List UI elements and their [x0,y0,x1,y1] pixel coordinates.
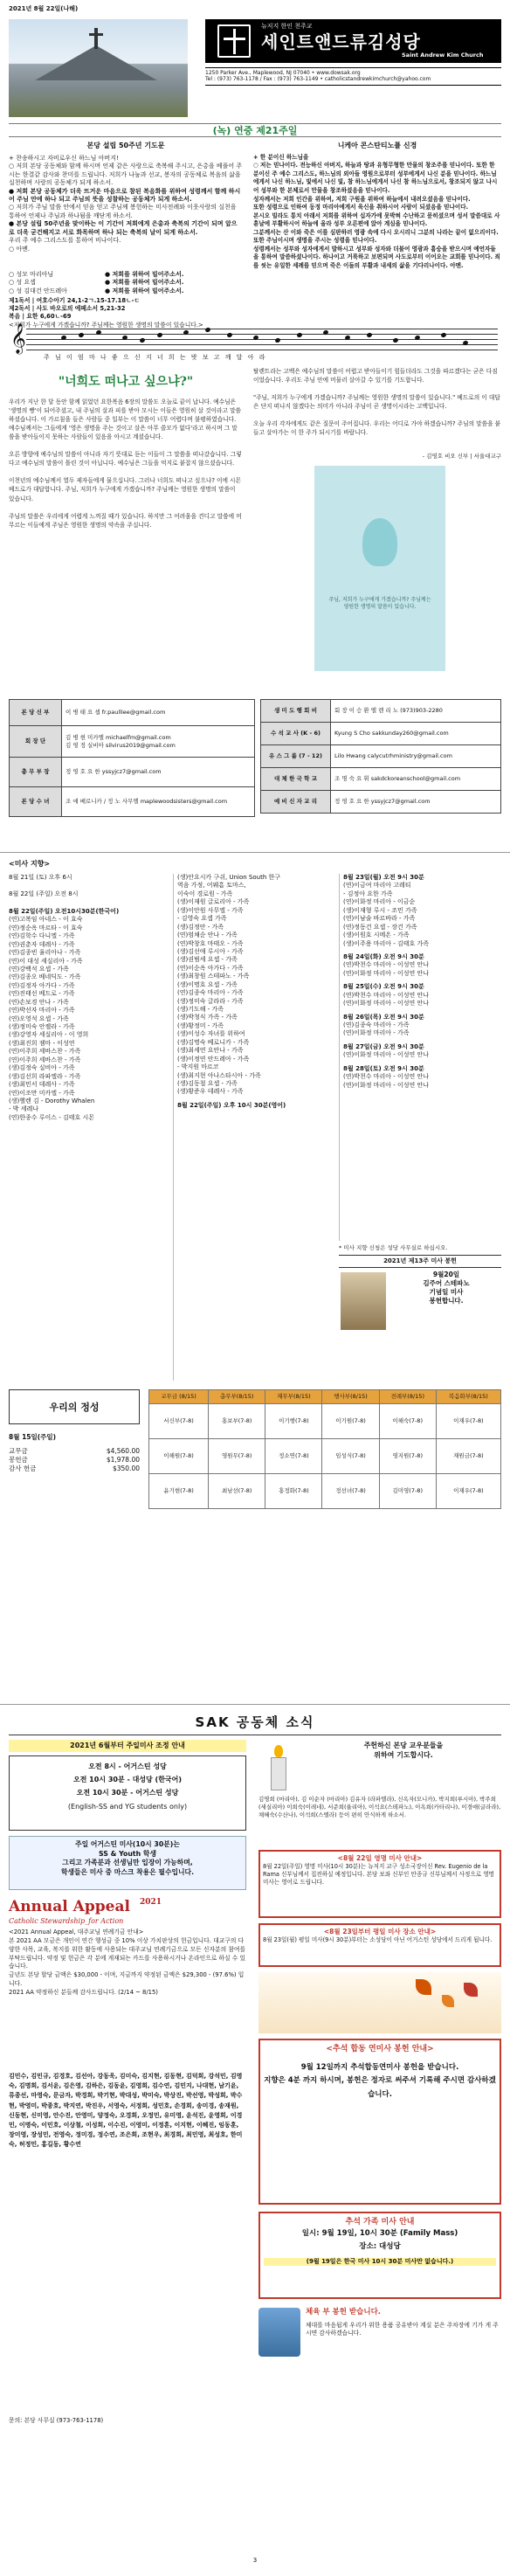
mass-line: 8월 28일(토) 오전 9시 30분 [343,1064,424,1072]
mass-line: (생)기도해 - 가족 [177,1006,224,1013]
offering-value: $1,978.00 [106,1456,140,1465]
mass-line: (생)김명숙 베로니카 - 가족 [177,1038,250,1046]
appeal-names: 김민수, 김민규, 김경호, 김선아, 강동욱, 김미숙, 김지현, 김동현, 김덕희, 강석민, 김명숙, 김명희, 김서윤, 김은영, 김하은, 김동윤, 김영희, 김수연, 김민지, 나대현, 남기윤, 류종선, 마영숙, 문금자, 박경희, 박기현, 박대성, 박미숙, 박상진, 박선영, 박성희, 박수현, 박영미, 박종호, 박지연, 박진우, 서영숙, 서정희, 성민호, 손경희, 송미경, 송재원, 신동현, 신미영, 안수진, 안영미, 양정숙, 오경희, 오정민, 유미영, 윤석진, 윤영희, 이경민, 이명숙, 이민호, 이상철, 이성희, 이수진, 이영미, 이정훈, 이지현, 이혜진, 임동훈, 장미영, 장성민, 전영숙, 정미경, 정수연, 조은희, 조현우, 최경희, 최민영, 최성호, 한미숙, 허정민, 홍길동, 황수연 [9,2073,243,2149]
dir-value: 조 애 베로니카 / 정 노 사무엘 maplewoodsisters@gmail.com [62,787,255,817]
page-number: 3 [252,2557,258,2564]
directory-right [260,699,501,814]
special-body: 8월 23일(월) 평일 미사(9시 30분)부터는 소성당이 아닌 어거스틴 성당에서 드리게 됩니다. [263,1936,493,1944]
appeal-contact: 문의: 본당 사무실 (973-763-1178) [9,2417,104,2424]
schedule-line: 오전 10시 30분 - 어거스틴 성당 [76,1789,179,1797]
dir-value: 조 명 숙 요 휘 sakdckoreanschool@gmail.com [331,768,501,791]
article-col-1: 우리가 지난 한 달 동안 함께 읽었던 요한복음 6장의 말씀도 오늘로 끝이 납니다. 예수님은 '생명의 빵'이 되어주셨고, 내 주님의 살과 피를 받아 모시는 이들은 영원히 살 것이라고 말씀하셨습니다. 이 가르침을 들은 사람들 중 일부는 이 말씀이 너무 어렵다며 불평하였습니다. 예수님께서는 그들에게 '영은 생명을 주는 것이고 살은 아무 쓸모가 없다'라고 하시며 그 말씀을 받아들이지 못하는 사람들이 있음을 아시고 계셨습니다. 오른 방향에 예수님의 말씀이 아니라 자기 뜻대로 듣는 이들이 그 말씀을 떠나갔습니다. 그렇다고 예수님의 말씀이 틀린 것이 아닙니다. 예수님은 그들을 억지로 붙잡지 않으셨습니다. 이천년의 예수님께서 열두 제자들에게 물으십니다. 그러나 너희도 떠나고 싶으냐? 이에 시몬 베드로가 대답합니다. 주님, 저희가 누구에게 가겠습니까? 주님께는 영원한 생명의 말씀이 있습니다. 주님의 말씀은 우리에게 어렵게 느껴질 때가 있습니다. 하지만 그 어려움을 견디고 말씀에 머무르는 이들에게 주님은 영원한 생명의 약속을 주십니다. [9,398,242,529]
dir-label: 생 미 도 행 회 비 [261,700,331,723]
mass-line: 8월 22일(주일) 오후 10시 30분(영어) [177,1101,286,1109]
mass-line: (생)강영자 세실리아 - 이 영희 [9,1031,89,1039]
mass-line: (연)고복임 아네스 - 이 효숙 [9,916,83,924]
mass-line: (생)안요시카 구쉬, Union South 한구 [177,874,281,881]
mass-line: (생)최세연 요안나 - 가족 [177,1047,244,1055]
mass-line: 8월 22일 (주일) 오전 8시 [9,890,79,898]
prayer-title: 본당 설립 50주년 기도문 [86,142,165,149]
mass-line: (연)정동건 요셉 - 장건 가족 [343,923,417,931]
chuseok-box [258,2039,501,2205]
ssyg-notice: 주일 어거스틴 미사(10시 30분)는 SS & Youth 학생 그리고 가족분과 선생님만 입장이 가능하며, 학생들은 미사 중 마스크 착용은 필수입니다. [9,1836,246,1890]
mass-line: (연)김정자 아가다 - 가족 [9,981,75,989]
mass-line: (생)황정미 - 가족 [177,1021,224,1029]
mass-line: (연)정순옥 마르타 - 이 효숙 [9,924,83,931]
appeal-body: <2021 Annual Appeal, 대주교님 연례기금 안내> 본 2021 AA 모금은 개인이 연간 행성금 중 10% 이상 가치판상의 헌금입니다. 대교구의 다양한 사목, 교육, 복지를 위한 활동에 사용되는 대주교님 연례기금으로 모든 신자분의 참여를 부탁드립니다. 약정 및 헌금은 각 분에 게재되는 카드를 사용하시거나 온라인으로 하실 수 있습니다. 금년도 본당 할당 금액은 $30,000 - 이며, 지금까지 약정된 금액은 $29,300 - (97.6%) 입니다. 2021 AA 약정하신 분들께 감사드립니다. (2/14 ~ 8/15) [9,1929,246,1996]
offering-cell: 이재우(7-8) [436,1403,500,1438]
offering-cell: 이기행(7-8) [265,1403,322,1438]
mass-line: (생)김정숙 실비아 - 가족 [9,1064,75,1072]
mass-line: 8월 26일(목) 오전 9시 30분 [343,1013,424,1021]
mass-line: 이숙이 경로원 - 가족 [177,890,233,897]
mass-line: (연)이화정 마리아 - 이성연 안나 [343,1081,430,1089]
candle-icon [258,1740,300,1792]
dir-label: 회 장 단 [10,726,62,758]
memorial-box [258,1850,501,1918]
dir-label: 예 비 신 자 교 리 [261,791,331,814]
offering-cell: 홍보부(7-8) [209,1403,265,1438]
creed-box [253,142,501,316]
offering-grid [148,1389,501,1509]
chuseok-title: <추석 합동 연미사 봉헌 안내> [326,2045,434,2053]
news-title: SAK 공동체 소식 [9,1714,501,1735]
mass-line: (연)김종숙 마리아 - 가족 [177,989,244,997]
mass-line: (생)권범세 요셉 - 가족 [177,956,238,964]
church-address: 1250 Parker Ave., Maplewood, NJ 07040 • www.dowsak.org [205,67,501,77]
mass-line: (연)엄채순 안나 - 가족 [177,931,238,939]
church-name: 세인트앤드류김성당 [261,31,421,52]
mass-line: (생)정미숙 글라라 - 가족 [177,997,244,1005]
mass-line: (생)헬렌 김 - Dorothy Whalen [9,1097,95,1104]
mass-line: (생)정미숙 안젤라 - 가족 [9,1023,75,1030]
family-note: (9월 19일은 한국 미사 10시 30분 미사만 없습니다.) [264,2258,496,2266]
mass-line: (연)박창호 마태오 - 가족 [177,939,244,947]
mass-line: (연)이화정 마리아 - 이성연 안나 [343,1000,430,1008]
mass-line: - 김영숙 요셉 가족 [177,915,227,923]
bulletin-date: 2021년 8월 22일(나해) [9,5,79,12]
offering-cell: 홍정화(7-8) [265,1473,322,1508]
mass-line: (연)김종오 베네딕도 - 가족 [9,973,81,981]
intercession-response: ● 저희를 위하여 빌어주소서. [105,279,184,287]
mass-line: (연)강백석 요셉 - 가족 [9,965,69,973]
mass-line: (생)김동철 요셉 - 가족 [177,1079,238,1087]
prayer-line: ● 저희 본당 공동체가 더욱 뜨거운 마음으로 참된 복음화를 위하여 성령께서 함께 하시어 주님 안에 하나 되고 주님의 뜻을 성찰하는 공동체가 되게 하소서. [9,187,241,203]
masses-col-2 [173,874,330,1381]
mass-line: (연)이조만 미카엘 - 가족 [9,1089,75,1097]
mass-line: 8월 27일(금) 오전 9시 30분 [343,1042,424,1050]
mass-line: (연)김학수 다니엘 - 가족 [9,932,75,940]
dir-value: 회 장 이 승 환 엘 렌 리 노 (973)903-2280 [331,700,501,723]
gospel-acclamation: <저희가 누구에게 가겠습니까? 주님께는 영원한 생명의 말씀이 있습니다.> [9,321,203,329]
dir-value: 정 영 호 요 한 yssyjcz7@gmail.com [62,758,255,787]
gospel: 복음 | 요한 6,60ㄴ-69 [9,313,72,321]
offering-cell: 이해원(7-8) [149,1438,209,1473]
offering-cell: 재무부(8/15) [265,1390,322,1404]
offering-cell: 최남선(7-8) [209,1473,265,1508]
mass-line: (생)이재원 글로리아 - 가족 [177,898,250,906]
dir-value: Kyung S Cho sakkunday260@gmail.com [331,723,501,745]
treble-clef-icon: 𝄞 [10,323,26,354]
figure-icon [362,518,397,566]
mass-line: (연)박천수 마리아 - 이성연 안나 [343,961,430,969]
church-logo [205,19,501,63]
offering-cell: 정선녀(7-8) [322,1473,379,1508]
prayer-box [9,142,243,268]
mass-line: (연)이 대성 세실리아 - 가족 [9,957,83,965]
mass-line: (생)김선희 라파엘라 - 가족 [9,1072,81,1080]
chuseok-body: 9월 12일까지 추석합동연미사 봉헌을 받습니다. 지향은 4분 까지 하시며, 봉헌은 정자로 써주셔 기록해 주시면 감사하겠습니다. [264,2063,496,2099]
dir-label: 대 체 한 국 학 교 [261,768,331,791]
mass-line: 8월 25일(수) 오전 9시 30분 [343,983,424,991]
mass-line: (연)권춘자 데레사 - 가족 [9,940,75,948]
creed-text: + 한 분이신 하느님을 ○ 저는 믿나이다. 전능하신 아버지, 하늘과 땅과 유형무형한 만물의 창조주를 믿나이다. 또한 한 분이신 주 예수 그리스도, 하느님의 외아들 영원으로부터 성부에게서 나신 분을 믿나이다. 하느님에게서 나신 하느님, 빛에서 나신 빛, 참 하느님에게서 나신 참 하느님으로서, 창조되지 않고 나시어 성부와 한 본체로서 만물을 창조하셨음을 믿나이다. 성자께서는 저희 인간을 위하여, 저희 구원을 위하여 하늘에서 내려오셨음을 믿나이다. 또한 성령으로 인하여 동정 마리아에게서 육신을 취하시어 사람이 되셨음을 믿나이다. 본시오 빌라도 통치 아래서 저희를 위하여 십자가에 못박혀 수난하고 묻히셨으며 성서 말씀대로 사흗날에 부활하시어 하늘에 올라 성부 오른편에 앉아 계심을 믿나이다. 그분께서는 산 이와 죽은 이를 심판하러 영광 속에 다시 오시리니 그분의 나라는 끝이 없으리이다. 또한 주님이시며 생명을 주시는 성령을 믿나이다. 성령께서는 성부와 성자에게서 발하시고 성부와 성자와 더불어 영광과 흠숭을 받으시며 예언자들을 통하여 말씀하셨나이다. 하나이고 거룩하고 보편되며 사도로부터 이어오는 교회를 믿나이다. 죄를 씻는 유일한 세례를 믿으며 죽은 이들의 부활과 내세의 삶을 기다리나이다. 아멘. [253,153,500,269]
offering-cell: 영지원(7-8) [379,1438,436,1473]
family-mass-box [258,2212,501,2299]
appeal-title: Annual Appeal [9,1898,130,1915]
memorial-body: 8월 22일(주일) 영명 미사(10시 30분)는 뉴저지 교구 성소국장이신 Rev. Eugenio de la Rama 신부님께서 집전하실 예정입니다. 본당 보좌 신부인 안종규 신부님께서 사정으로 영명 미사는 영어로 드립니다. [263,1863,494,1886]
offering-title: 우리의 정성 [9,1389,140,1424]
mass-line: (연)한종수 루이스 - 김태호 시몬 [9,1113,95,1121]
sunday-title: (녹) 연중 제21주일 [9,123,501,137]
week-label: 2021년 제13주 미사 봉헌 [339,1255,501,1268]
dir-value: Lilo Hwang calycutrhministry@gmail.com [331,745,501,768]
offering-cell: 이기원(7-8) [322,1403,379,1438]
dir-label: 본 당 신 부 [10,700,62,726]
intercession-response: ● 저희를 위하여 빌어주소서. [105,287,184,294]
mass-line: (연)손보경 안나 - 가족 [9,998,69,1006]
dir-label: 수 석 교 사 (K - 6) [261,723,331,745]
church-photo [9,19,188,117]
mass-line: (연)김종숙 마리아 - 가족 [343,1021,410,1028]
dir-value: 정 영 호 요 한 yssyjcz7@gmail.com [331,791,501,814]
mass-line: 8월 23일(월) 오전 9시 30분 [343,874,424,881]
schedule-line: (English-SS and YG students only) [67,1802,188,1811]
article-byline: - 김영호 비오 신부 | 서울대교구 [422,453,501,460]
mass-line: (연)김종빈 율리아나 - 가족 [9,949,81,957]
mass-line: (생)이주용 마리아 - 김태호 가족 [343,939,430,947]
shoes-body: 체대를 마음됩게 우리가 위한 용품 공유받아 계실 분은 주차장에 기가 게 주시면 감사하겠습니다. [306,2322,499,2337]
dir-label: 총 무 부 장 [10,758,62,787]
offering-label: 8월 15일(주일) [9,1433,57,1441]
scripture-card [314,466,445,671]
schedule-line: 오전 10시 30분 - 대성당 (한국어) [72,1776,183,1784]
prayer-line: ○ 저희 본당 공동체와 함께 하시며 언제 같은 사랑으로 축복해 주시고, 은총을 베풀어 주시는 한결같 감사와 찬미를 드립니다. 저희가 나눔과 선교, 봉자의 공동체로 복음의 삶을 실천하며 사랑의 공동체가 되게 하소서. [9,163,243,187]
prayer-line: ● 본당 설립 50주년을 맞이하는 이 기간이 저희에게 은총과 축복의 기간이 되며 앞으로 더욱 굳건해지고 서로 화목하며 하나 되는 축복의 날이 되게 하소서. [9,220,238,236]
special-box [258,1923,501,1967]
offering-cell: 복음화부(8/15) [436,1390,500,1404]
offering-label: 교무금 [9,1447,28,1456]
mass-line: (생)이재형 루시 - 조민 가족 [343,906,417,914]
directory-left [9,699,255,817]
cross-emblem-icon [217,24,251,58]
mass-line: (생)이안원 사무엘 - 가족 [177,906,244,914]
mass-line: - 박지원 마르코 [177,1063,219,1071]
autumn-leaves-image [258,1972,501,2033]
mass-line: (생)최창원 스테파노 - 가족 [177,973,250,980]
mass-line: (연)이금여 마리아 고레티 [343,882,411,890]
schedule-box [9,1755,246,1831]
family-body: 일시: 9월 19일, 10시 30분 (Family Mass) 장소: 대성당 [301,2229,458,2252]
mass-line: (연)이화정 마리아 - 이성연 안나 [343,1051,430,1059]
offering-cell: 총무부(8/15) [209,1390,265,1404]
mass-line: (연)이주희 세바스찬 - 가족 [9,1056,81,1063]
shoes-title: 체육 부 봉헌 받습니다. [306,2308,382,2316]
reading-2: 제2독서 | 사도 바오로의 에페소서 5,21-32 [9,305,126,313]
mass-line: (생)최민서 데레사 - 가족 [9,1081,75,1089]
family-title: 추석 가족 미사 안내 [345,2218,415,2226]
prayer-line: 우리 주 예수 그리스도를 통하여 비나이다. [9,237,121,245]
article-col-2: 탈렌트라는 고백은 예수님의 말씀이 어렵고 받아들이기 힘들더라도 그것을 따르겠다는 굳은 다짐이었습니다. 우리도 주님 안에 머물러 살아갈 수 있기를 기도합니다. "주님, 저희가 누구에게 가겠습니까? 주님께는 영원한 생명의 말씀이 있습니다." 베드로의 이 대답은 단지 떠나지 않겠다는 의미가 아니라 주님이 곧 생명이시라는 고백입니다. 오늘 우리 각자에게도 같은 질문이 주어집니다. 우리는 어디로 가야 하겠습니까? 주님의 말씀을 붙들고 살아가는 이 한 주가 되시기를 바랍니다. [253,368,501,437]
dir-value: 김 병 현 미카엘 michaelfm@gmail.com 김 영 정 실비아 silvirus2019@gmail.com [62,726,255,758]
special-title: <8월 23일부터 평일 미사 장소 안내> [323,1928,437,1935]
mass-line: 8월 22일(주일) 오전10시30분(한국어) [9,907,120,915]
prayer-notice-title: 주헌하신 본당 교우분들을 위하여 기도합시다. [363,1742,444,1759]
offering-cell: 영원무(7-8) [209,1438,265,1473]
offering-cell: 교무금 (8/15) [149,1390,209,1404]
mass-line: (연)진태선 베드로 - 가족 [9,990,75,998]
scripture-card-text: 주님, 저희가 누구에게 가겠습니까? 주님께는 영원한 생명의 말씀이 있습니다. [328,597,431,611]
dir-label: 유 스 그 룹 (7 - 12) [261,745,331,768]
mass-line: (생)이명호 요셉 - 가족 [177,980,238,988]
offering-cell: 임성식(7-8) [322,1438,379,1473]
page-1 [0,0,510,852]
church-kr-label: 뉴저지 한인 천주교 [261,23,313,30]
mass-line: (연)이순옥 아가다 - 가족 [177,964,244,972]
mass-line: (연)이화정 마리아 - 이성연 안나 [343,969,430,977]
mass-line: (생)이성수 자녀를 위하여 [177,1030,245,1038]
offering-summary [9,1433,140,1474]
page-2 [0,852,510,1704]
intercessions [9,271,243,295]
appeal-subtitle: Catholic Stewardship_for Action [9,1916,124,1925]
mass-line: 8월 24일(화) 오전 9시 30분 [343,952,424,960]
mass-line: (연)이화정 마리아 - 가족 [343,1029,410,1037]
offering-value: $350.00 [112,1465,140,1473]
masses-col-3 [339,874,501,1241]
offering-cell: 서신부(7-8) [149,1403,209,1438]
prayer-notice-body: 김명희 (마리아), 김 이순자 (마리아) 김유자 (라파엘라), 신옥자(모니카), 박지희(루시아), 박주희 (세실리아) 이희숙(이레네), 서준희(율리아), 이석요(스테파노), 이옥희(카타리나), 이경애(글라라), 채혜숙(수산나), 이석희(스텔라) 등이 편히 안식하게 하소서. [258,1796,501,1818]
song-lyrics: 주 님 이 엄 마 나 좋 으 신 지 너 희 는 밧 보 고 깨 달 아 라 [44,354,267,361]
church-contact: Tel : (973) 763-1178 / Fax : (973) 763-1149 • catholicstandrewkimchurch@yahoo.com [205,76,501,86]
mass-line: (생)황준우 데레사 - 가족 [177,1088,244,1096]
prayer-line: + 찬송하시고 자비로우신 하느님 아버지! [9,154,119,162]
church-name-en: Saint Andrew Kim Church [402,52,484,59]
mass-line: (연)박선자 마리아 - 가족 [9,1007,75,1014]
appeal-header [9,1897,246,1927]
mass-line: (연)박천수 마리아 - 이성연 안나 [343,991,430,999]
offering-cell: 이재우(7-8) [436,1473,500,1508]
intercession-response: ● 저희를 위하여 빌어주소서. [105,271,184,278]
mass-line: (생)최진희 젬마 - 이성연 [9,1039,75,1047]
memorial-title: <8월 22일 영명 미사 안내> [337,1854,423,1862]
offering-label: 감사 헌금 [9,1465,37,1473]
dir-label: 본 당 수 녀 [10,787,62,817]
saint-image [341,1272,386,1330]
dir-value: 이 병 태 요 셉 fr.paulliee@gmail.com [62,700,255,726]
article-title: "너희도 떠나고 싶으냐?" [58,375,194,389]
mass-line: - 박 세레나 [9,1105,39,1113]
mass-line: (생)이원호 시메온 - 가족 [343,931,410,939]
creed-title: 니케아 콘스탄티노플 신경 [337,142,417,149]
intercession-call: ○ 성 요셉 [9,279,36,287]
feast-box: 9월20일 김주어 스테파노 기념일 미사 봉헌합니다. [423,1271,470,1305]
mass-line: (연)이화정 마리아 - 이금순 [343,898,416,906]
offering-cell: 재원금(7-8) [436,1438,500,1473]
mass-line: - 김정아 요한 가족 [343,890,393,897]
offering-label: 봉헌금 [9,1456,28,1465]
mass-line: (연)이주희 세바스찬 - 가족 [9,1048,81,1056]
offering-cell: 이해숙(7-8) [379,1403,436,1438]
reading-1: 제1독서 | 여호수아기 24,1-2ㄱ.15-17.18ㄴ-ㄷ [9,297,141,304]
intercession-call: ○ 성 김대건 안드레아 [9,287,67,294]
schedule-line: 오전 8시 - 어거스틴 성당 [88,1762,167,1770]
prayer-line: ○ 아멘. [9,245,31,253]
mass-line: (생)이정연 안드레아 - 가족 [177,1055,250,1063]
page-3 [0,1704,510,2576]
appeal-year: 2021 [140,1898,162,1907]
mass-line: (생)박청식 가족 - 가족 [177,1014,238,1021]
offering-cell: 전례부(8/15) [379,1390,436,1404]
mass-line: 역음 가정, 어웨흠 토마스, [177,882,246,890]
shirt-image [258,2308,300,2357]
offering-cell: 행사부(8/15) [322,1390,379,1404]
mass-line: (생)김선애 루시아 - 가족 [177,947,244,955]
prayer-line: ○ 저희가 주님 말씀 안에서 믿음 얻고 주님께 봉헌하는 미사전례와 이웃사랑의 실천을 통하여 언제나 주님과 하나됨을 깨닫게 하소서. [9,204,237,219]
offering-value: $4,560.00 [106,1447,140,1456]
mass-line: (연)이남술 바르바라 - 가족 [343,915,416,923]
schedule-title: 2021년 6월부터 주일미사 조정 안내 [9,1740,246,1752]
mass-line: (생)김정안 - 가족 [177,923,224,931]
offering-cell: 윤기현(7-8) [149,1473,209,1508]
offering-cell: 정소연(7-8) [265,1438,322,1473]
masses-col-1 [9,874,166,1381]
intercession-call: ○ 성모 마리아님 [9,271,54,278]
masses-note: * 미사 지향 신청은 성당 사무실로 하십시오. [339,1244,448,1251]
mass-line: (연)박천수 마리아 - 이성연 안나 [343,1073,430,1081]
mass-line: (연)오영석 요셉 - 가족 [9,1014,69,1022]
mass-line: 8월 21일 (토) 오후 6시 [9,874,72,881]
mass-line: (생)최지현 아나스타시아 - 가족 [177,1071,261,1079]
offering-cell: 김미영(7-8) [379,1473,436,1508]
masses-title: <미사 지향> [9,860,51,868]
music-staff [9,323,501,365]
